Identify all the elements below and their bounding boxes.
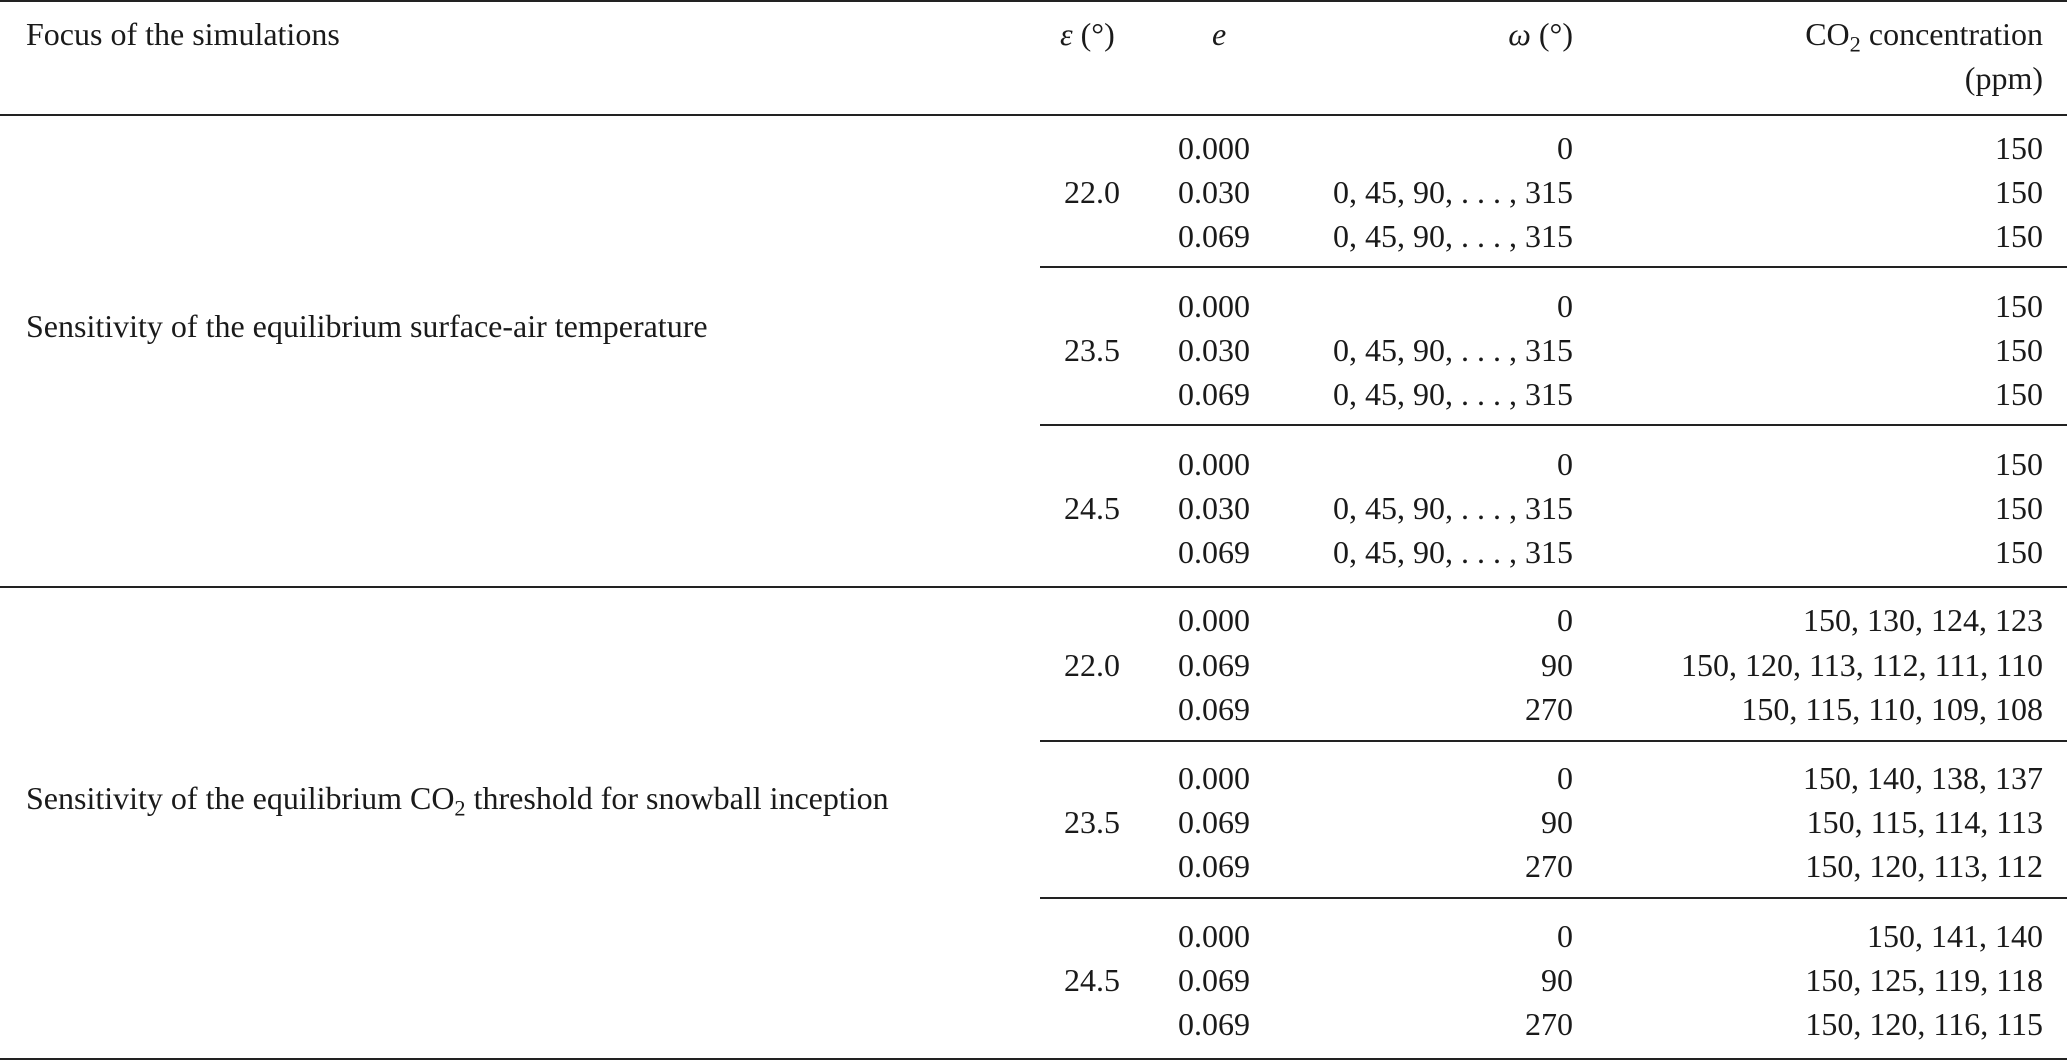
epsilon-cell: 23.5	[1064, 332, 1120, 368]
co2-cell: 150, 120, 113, 112, 111, 110	[1680, 647, 2043, 683]
co2-cell: 150, 115, 110, 109, 108	[1741, 691, 2043, 727]
epsilon-cell: 24.5	[1064, 962, 1120, 998]
e-cell: 0.030	[1178, 174, 1250, 210]
group-rule	[1040, 266, 2067, 268]
omega-cell: 270	[1525, 691, 1573, 727]
bottom-rule	[0, 1058, 2067, 1060]
e-cell: 0.069	[1178, 691, 1250, 727]
section-rule	[0, 586, 2067, 588]
co2-cell: 150, 120, 113, 112	[1805, 848, 2043, 884]
e-cell: 0.069	[1178, 962, 1250, 998]
co2-cell: 150	[1995, 490, 2043, 526]
e-cell: 0.000	[1178, 288, 1250, 324]
e-cell: 0.000	[1178, 602, 1250, 638]
omega-cell: 0, 45, 90, . . . , 315	[1333, 218, 1573, 254]
header-rule	[0, 114, 2067, 116]
co2-cell: 150, 120, 116, 115	[1805, 1006, 2043, 1042]
e-cell: 0.000	[1178, 760, 1250, 796]
omega-unit: (°)	[1530, 16, 1573, 52]
co2-cell: 150	[1995, 288, 2043, 324]
epsilon-cell: 24.5	[1064, 490, 1120, 526]
header-co2: $CO_2$ concentration	[1805, 16, 2043, 57]
co2-cell: 150	[1995, 130, 2043, 166]
e-cell: 0.030	[1178, 332, 1250, 368]
co2-cell: 150	[1995, 174, 2043, 210]
e-cell: 0.000	[1178, 130, 1250, 166]
omega-cell: 270	[1525, 848, 1573, 884]
omega-cell: 0, 45, 90, . . . , 315	[1333, 534, 1573, 570]
omega-symbol: ω	[1508, 16, 1531, 52]
co2-cell: 150	[1995, 218, 2043, 254]
header-e: e	[1212, 16, 1227, 52]
omega-cell: 90	[1541, 804, 1573, 840]
omega-cell: 0	[1557, 130, 1573, 166]
co2-cell: 150, 140, 138, 137	[1803, 760, 2043, 796]
top-rule	[0, 0, 2067, 2]
omega-cell: 90	[1541, 962, 1573, 998]
omega-cell: 0, 45, 90, . . . , 315	[1333, 332, 1573, 368]
omega-cell: 0	[1557, 602, 1573, 638]
header-co2-unit: (ppm)	[1964, 60, 2043, 96]
e-cell: 0.069	[1178, 647, 1250, 683]
header-omega	[1508, 18, 1573, 50]
header-focus: Focus of the simulations	[26, 16, 340, 52]
group-rule	[1040, 424, 2067, 426]
epsilon-cell: 22.0	[1064, 647, 1120, 683]
e-cell: 0.069	[1178, 376, 1250, 412]
e-cell: 0.069	[1178, 804, 1250, 840]
omega-cell: 0, 45, 90, . . . , 315	[1333, 376, 1573, 412]
co2-cell: 150, 130, 124, 123	[1803, 602, 2043, 638]
e-cell: 0.069	[1178, 1006, 1250, 1042]
co2-cell: 150, 141, 140	[1867, 918, 2043, 954]
omega-cell: 0, 45, 90, . . . , 315	[1333, 174, 1573, 210]
epsilon-cell: 22.0	[1064, 174, 1120, 210]
group-rule	[1040, 897, 2067, 899]
omega-cell: 90	[1541, 647, 1573, 683]
epsilon-symbol: ε	[1060, 16, 1073, 52]
e-cell: 0.069	[1178, 848, 1250, 884]
co2-cell: 150, 115, 114, 113	[1806, 804, 2043, 840]
section-focus-temperature: Sensitivity of the equilibrium surface-air temperature	[26, 308, 708, 344]
e-cell: 0.030	[1178, 490, 1250, 526]
group-rule	[1040, 740, 2067, 742]
e-cell: 0.000	[1178, 918, 1250, 954]
e-cell: 0.069	[1178, 534, 1250, 570]
omega-cell: 270	[1525, 1006, 1573, 1042]
co2-cell: 150	[1995, 332, 2043, 368]
e-cell: 0.069	[1178, 218, 1250, 254]
omega-cell: 0	[1557, 918, 1573, 954]
co2-cell: 150, 125, 119, 118	[1805, 962, 2043, 998]
co2-cell: 150	[1995, 534, 2043, 570]
epsilon-cell: 23.5	[1064, 804, 1120, 840]
omega-cell: 0	[1557, 446, 1573, 482]
section-focus-co2-threshold: Sensitivity of the equilibrium $CO_2$ threshold for snowball inception	[26, 780, 889, 821]
co2-cell: 150	[1995, 446, 2043, 482]
omega-cell: 0	[1557, 760, 1573, 796]
header-epsilon	[1060, 18, 1115, 50]
epsilon-unit: (°)	[1072, 16, 1115, 52]
omega-cell: 0, 45, 90, . . . , 315	[1333, 490, 1573, 526]
co2-cell: 150	[1995, 376, 2043, 412]
e-cell: 0.000	[1178, 446, 1250, 482]
omega-cell: 0	[1557, 288, 1573, 324]
